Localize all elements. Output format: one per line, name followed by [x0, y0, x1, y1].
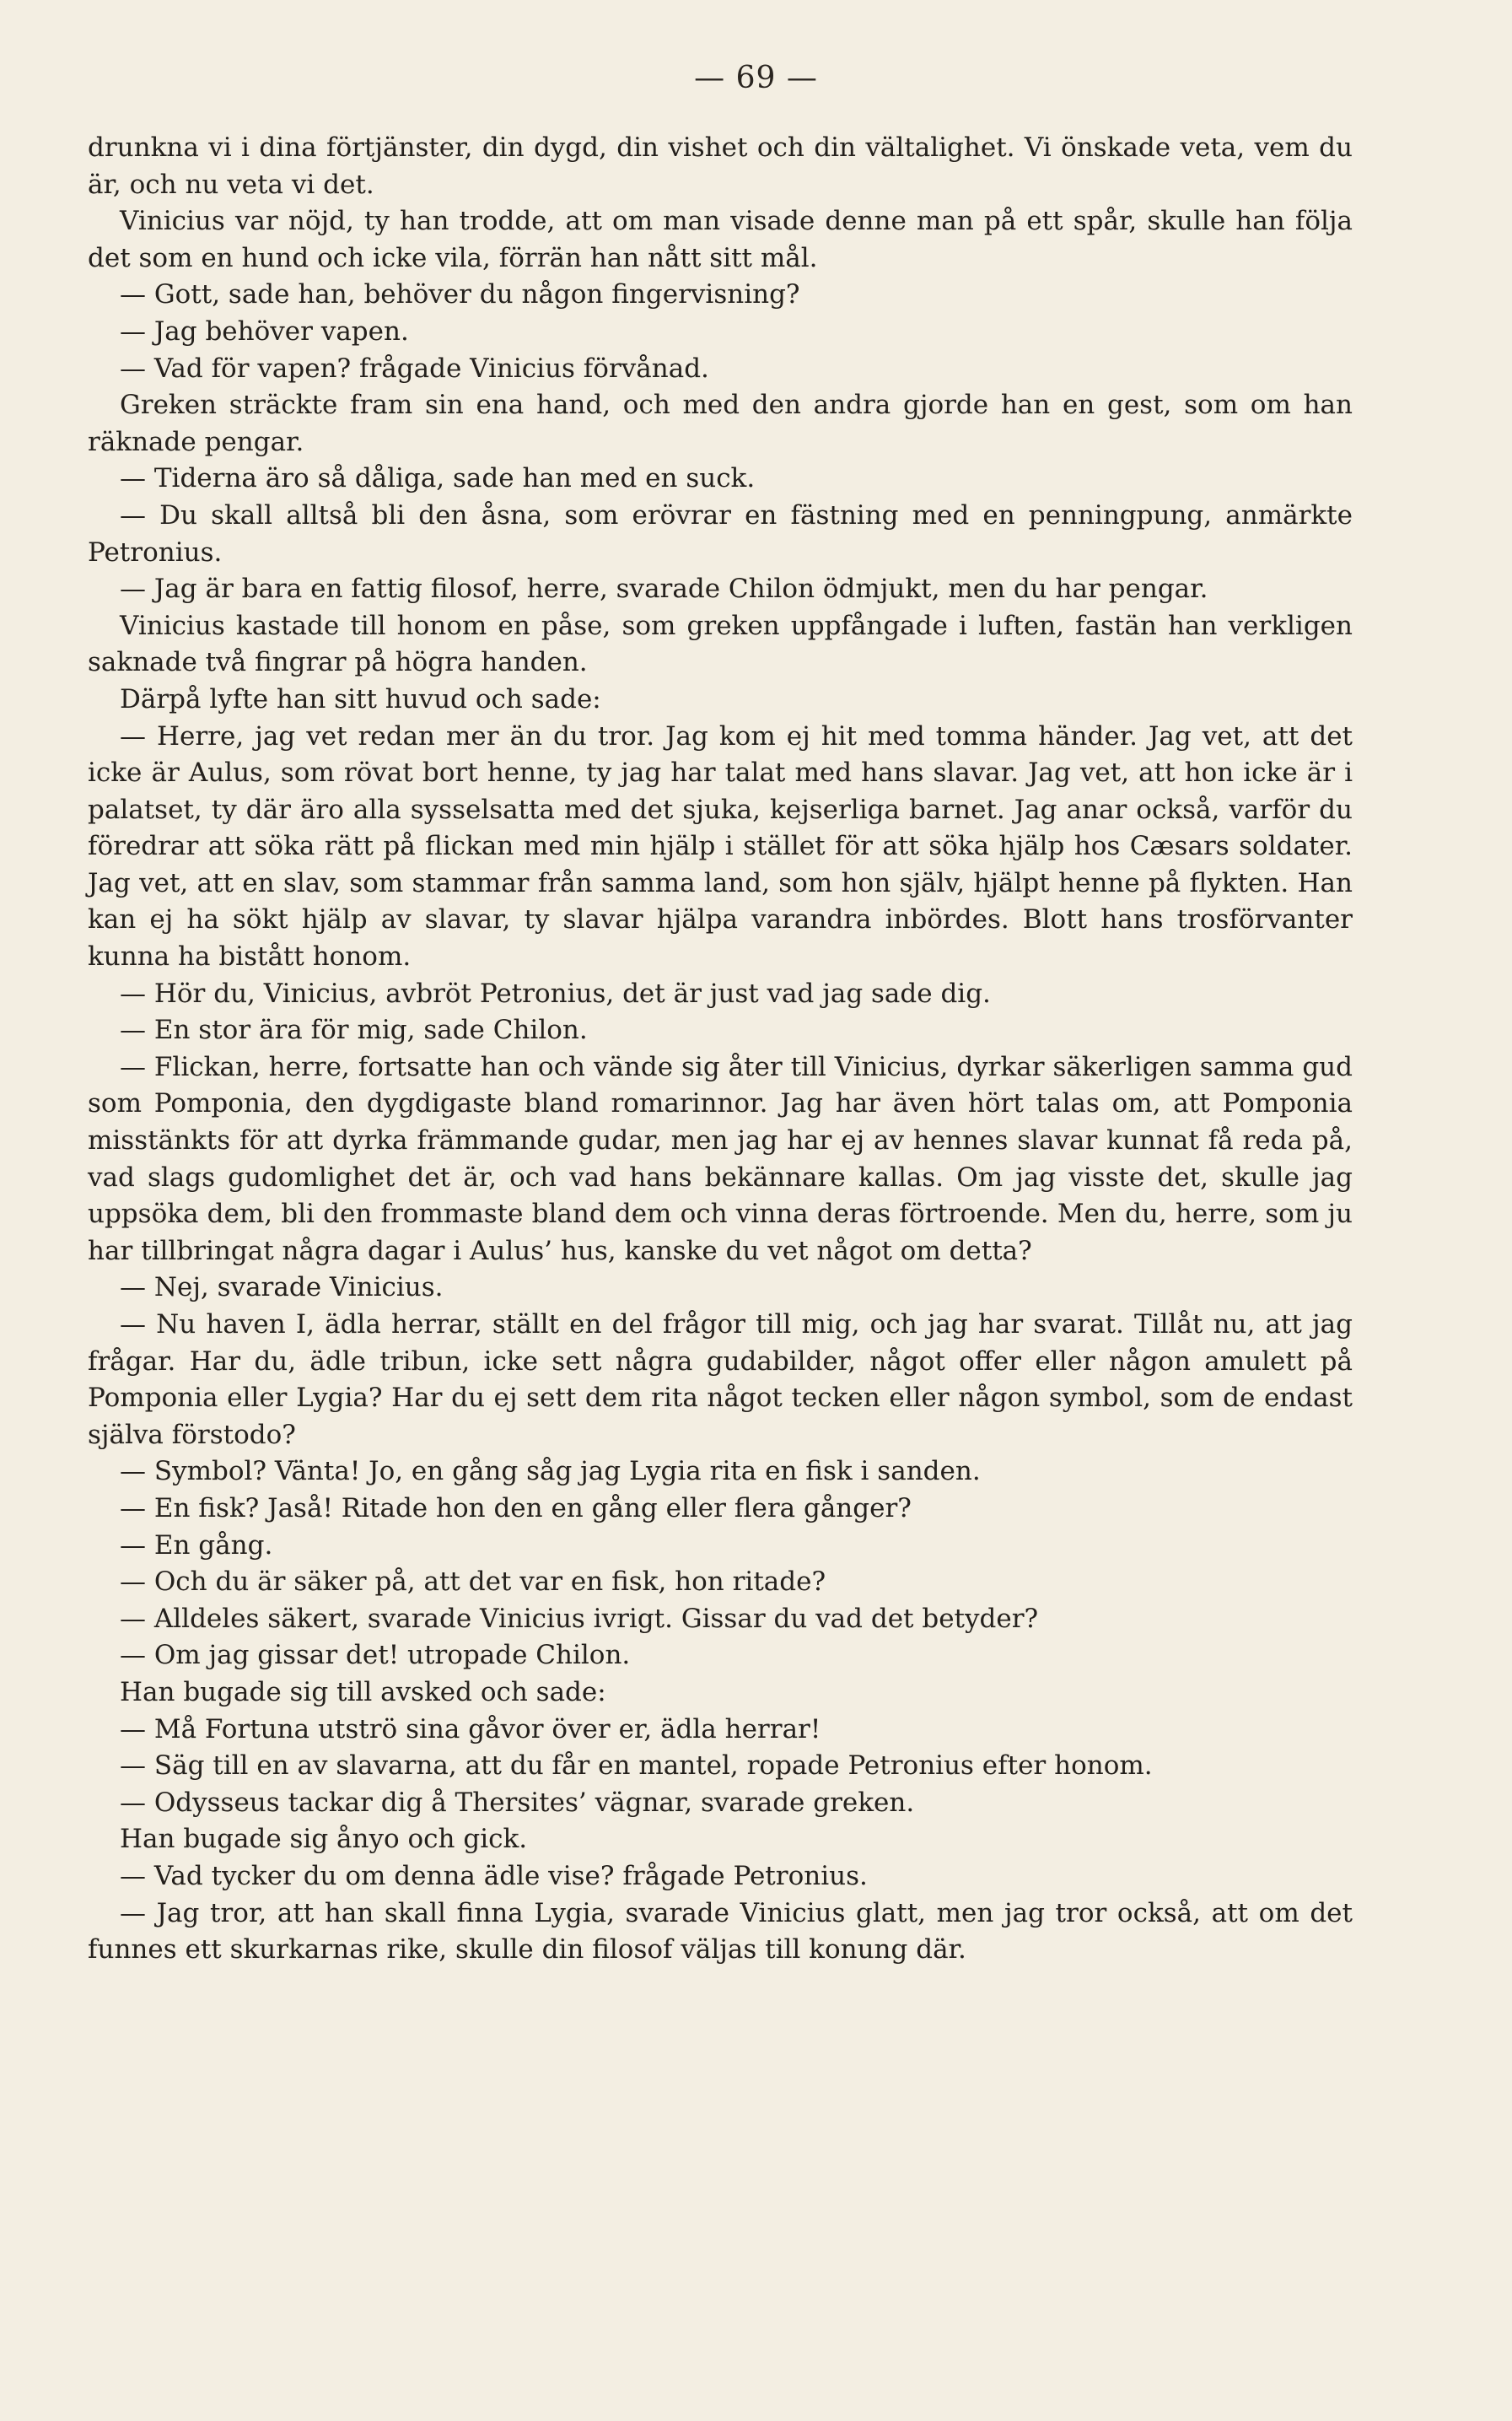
- paragraph: — Nej, svarade Vinicius.: [120, 1272, 444, 1303]
- paragraph: — Jag behöver vapen.: [120, 315, 409, 347]
- paragraph: — Symbol? Vänta! Jo, en gång såg jag Lygia rita en fisk i sanden.: [120, 1456, 981, 1487]
- paragraph: Därpå lyfte han sitt huvud och sade:: [120, 683, 601, 714]
- paragraph: — En stor ära för mig, sade Chilon.: [120, 1015, 588, 1046]
- paragraph: — Tiderna äro så dåliga, sade han med en suck.: [120, 463, 756, 494]
- paragraph: — Säg till en av slavarna, att du får en mantel, ropade Petronius efter honom.: [120, 1750, 1153, 1782]
- page-number: — 69 —: [694, 61, 818, 95]
- body-text: [88, 130, 1353, 1969]
- paragraph: — Och du är säker på, att det var en fisk, hon ritade?: [120, 1566, 826, 1598]
- paragraph: — Må Fortuna utströ sina gåvor över er, ädla herrar!: [120, 1713, 821, 1744]
- paragraph: — Jag är bara en fattig filosof, herre, svarade Chilon ödmjukt, men du har pengar.: [120, 574, 1208, 605]
- paragraph: Vinicius kastade till honom en påse, som greken uppfångade i luften, fastän han verkligen saknade två fingrar på högra handen.: [88, 610, 1353, 678]
- paragraph: Han bugade sig till avsked och sade:: [120, 1676, 606, 1707]
- paragraph: — En fisk? Jaså! Ritade hon den en gång eller flera gånger?: [120, 1492, 912, 1523]
- paragraph: — Odysseus tackar dig å Thersites’ vägnar, svarade greken.: [120, 1787, 915, 1818]
- paragraph: Han bugade sig ånyo och gick.: [120, 1824, 528, 1855]
- paragraph: — En gång.: [120, 1529, 273, 1561]
- paragraph: — Gott, sade han, behöver du någon fingervisning?: [120, 279, 800, 310]
- paragraph: Vinicius var nöjd, ty han trodde, att om man visade denne man på ett spår, skulle han följa det som en hund och icke vila, förrän han nått sitt mål.: [88, 206, 1353, 273]
- paragraph: drunkna vi i dina förtjänster, din dygd, din vishet och din vältalighet. Vi önskade veta, vem du är, och nu veta vi det.: [88, 132, 1353, 200]
- paragraph: — Vad för vapen? frågade Vinicius förvånad.: [120, 353, 709, 384]
- paragraph: — Nu haven I, ädla herrar, ställt en del frågor till mig, och jag har svarat. Tillåt nu, att jag frågar. Har du, ädle tribun, icke sett några gudabilder, något offer eller någon amulett på Pomponia eller Lygia? Har du ej sett dem rita något tecken eller någon symbol, som de endast själva förstodo?: [88, 1309, 1353, 1450]
- paragraph: — Flickan, herre, fortsatte han och vände sig åter till Vinicius, dyrkar säkerligen samma gud som Pomponia, den dygdigaste bland romarinnor. Jag har även hört talas om, att Pomponia misstänkts för att dyrka främmande gudar, men jag har ej av hennes slavar kunnat få reda på, vad slags gudomlighet det är, och vad hans bekännare kallas. Om jag visste det, skulle jag uppsöka dem, bli den frommaste bland dem och vinna deras förtroende. Men du, herre, som ju har tillbringat några dagar i Aulus’ hus, kanske du vet något om detta?: [88, 1051, 1353, 1266]
- paragraph: — Jag tror, att han skall finna Lygia, svarade Vinicius glatt, men jag tror också, att om det funnes ett skurkarnas rike, skulle din filosof väljas till konung där.: [88, 1897, 1353, 1965]
- paragraph: — Om jag gissar det! utropade Chilon.: [120, 1640, 631, 1671]
- paragraph: — Vad tycker du om denna ädle vise? frågade Petronius.: [120, 1860, 868, 1891]
- paragraph: — Du skall alltså bli den åsna, som erövrar en fästning med en penningpung, anmärkte Petronius.: [88, 499, 1353, 568]
- paragraph: — Herre, jag vet redan mer än du tror. Jag kom ej hit med tomma händer. Jag vet, att det icke är Aulus, som rövat bort henne, ty jag har talat med hans slavar. Jag vet, att hon icke är i palatset, ty där äro alla sysselsatta med det sjuka, kejserliga barnet. Jag anar också, varför du föredrar att söka rätt på flickan med min hjälp i stället för att söka hjälp hos Cæsars soldater. Jag vet, att en slav, som stammar från samma land, som hon själv, hjälpt henne på flykten. Han kan ej ha sökt hjälp av slavar, ty slavar hjälpa varandra inbördes. Blott hans trosförvanter kunna ha bistått honom.: [88, 720, 1353, 973]
- paragraph: Greken sträckte fram sin ena hand, och med den andra gjorde han en gest, som om han räknade pengar.: [88, 390, 1353, 457]
- paragraph: — Hör du, Vinicius, avbröt Petronius, det är just vad jag sade dig.: [120, 978, 991, 1009]
- paragraph: — Alldeles säkert, svarade Vinicius ivrigt. Gissar du vad det betyder?: [120, 1603, 1039, 1634]
